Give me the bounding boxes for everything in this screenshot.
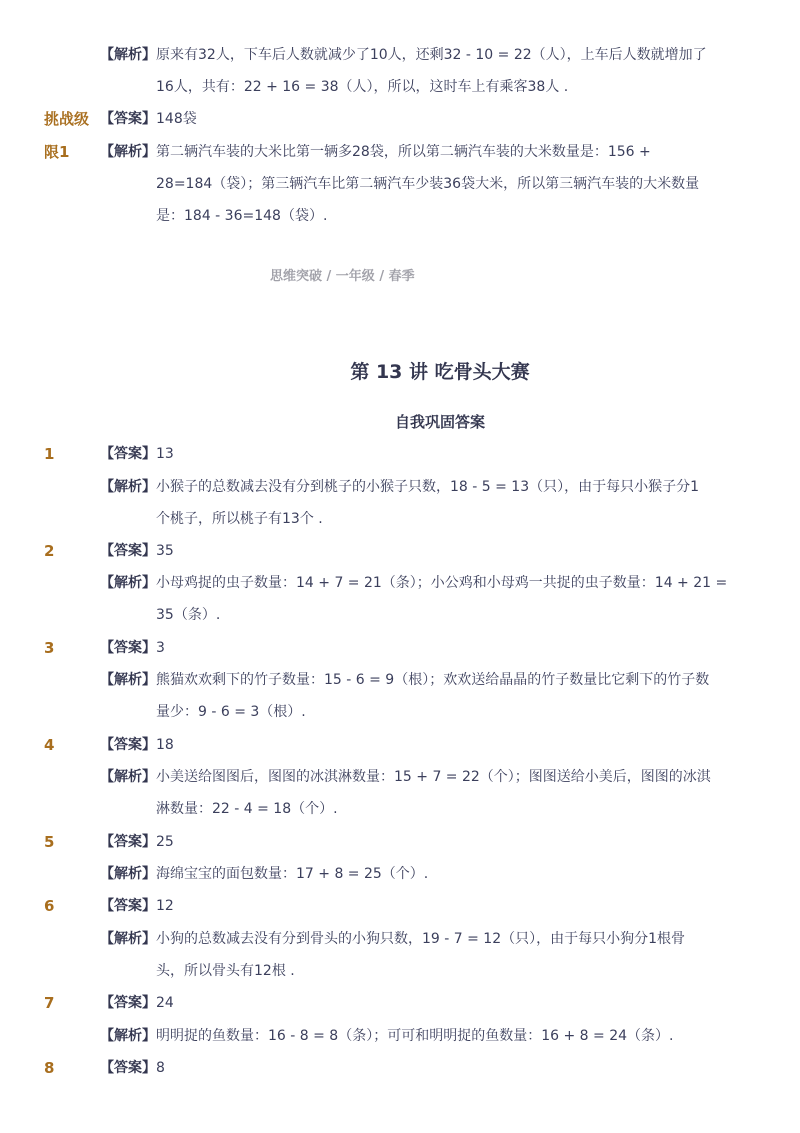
jiexi-text: 头，所以骨头有12根 . [156,963,295,979]
answer-tag: 【答案】 [100,543,156,559]
jiexi-tag: 【解析】 [100,672,156,688]
section-title: 自我巩固答案 [394,413,485,431]
jiexi-tag: 【解析】 [100,866,156,882]
jiexi-tag: 【解析】 [100,144,156,160]
item-number: 6 [44,897,55,915]
answer-value: 18 [156,737,174,753]
answer-value: 148袋 [156,111,197,127]
answer-tag: 【答案】 [100,446,156,462]
jiexi-tag: 【解析】 [100,479,156,495]
answer-value: 12 [156,898,174,914]
jiexi-text: 淋数量：22 - 4 = 18（个）. [156,801,338,817]
answer-value: 24 [156,995,174,1011]
answer-tag: 【答案】 [100,834,156,850]
answer-tag: 【答案】 [100,737,156,753]
item-number: 4 [44,736,55,754]
jiexi-text: 原来有32人，下车后人数就减少了10人，还剩32 - 10 = 22（人），上车后人数就增加了 [156,47,707,63]
answer-tag: 【答案】 [100,995,156,1011]
item-number: 3 [44,639,55,657]
jiexi-text: 小母鸡捉的虫子数量：14 + 7 = 21（条）；小公鸡和小母鸡一共捉的虫子数量：14 + 21 = [156,575,728,591]
jiexi-text: 小狗的总数减去没有分到骨头的小狗只数，19 - 7 = 12（只），由于每只小狗分1根骨 [156,931,686,947]
jiexi-text: 熊猫欢欢剩下的竹子数量：15 - 6 = 9（根）；欢欢送给晶晶的竹子数量比它剩下的竹子数 [156,672,710,688]
answer-tag: 【答案】 [100,898,156,914]
jiexi-text: 海绵宝宝的面包数量：17 + 8 = 25（个）. [156,866,429,882]
jiexi-tag: 【解析】 [100,575,156,591]
jiexi-text: 是：184 - 36=148（袋）. [156,208,328,224]
answer-value: 35 [156,543,174,559]
jiexi-text: 明明捉的鱼数量：16 - 8 = 8（条）；可可和明明捉的鱼数量：16 + 8 = 24（条）. [156,1028,674,1044]
item-number: 7 [44,994,55,1012]
jiexi-text: 28=184（袋）；第三辆汽车比第二辆汽车少装36袋大米，所以第三辆汽车装的大米数量 [156,176,700,192]
item-number: 2 [44,542,55,560]
jiexi-tag: 【解析】 [100,1028,156,1044]
challenge-label: 挑战级 [44,110,90,128]
jiexi-text: 16人，共有：22 + 16 = 38（人），所以，这时车上有乘客38人 . [156,79,569,95]
item-number: 5 [44,833,55,851]
jiexi-tag: 【解析】 [100,769,156,785]
jiexi-text: 量少：9 - 6 = 3（根）. [156,704,306,720]
jiexi-text: 第二辆汽车装的大米比第一辆多28袋，所以第二辆汽车装的大米数量是：156 + [156,144,651,160]
jiexi-tag: 【解析】 [100,931,156,947]
jiexi-tag: 【解析】 [100,47,156,63]
jiexi-text: 个桃子，所以桃子有13个 . [156,511,323,527]
answer-value: 25 [156,834,174,850]
answer-value: 13 [156,446,174,462]
item-number: 8 [44,1059,55,1077]
answer-tag: 【答案】 [100,1060,156,1076]
page-footer: 思维突破 / 一年级 / 春季 [270,269,415,284]
lecture-title: 第 13 讲 吃骨头大赛 [350,361,530,383]
answer-tag: 【答案】 [100,640,156,656]
jiexi-text: 小美送给图图后，图图的冰淇淋数量：15 + 7 = 22（个）；图图送给小美后，图图的冰淇 [156,769,711,785]
answer-value: 3 [156,640,165,656]
answer-value: 8 [156,1060,165,1076]
answer-tag: 【答案】 [100,111,156,127]
item-number: 1 [44,445,55,463]
jiexi-text: 小猴子的总数减去没有分到桃子的小猴子只数，18 - 5 = 13（只），由于每只小猴子分1 [156,479,700,495]
challenge-label-2: 限1 [44,143,70,161]
jiexi-text: 35（条）. [156,607,221,623]
